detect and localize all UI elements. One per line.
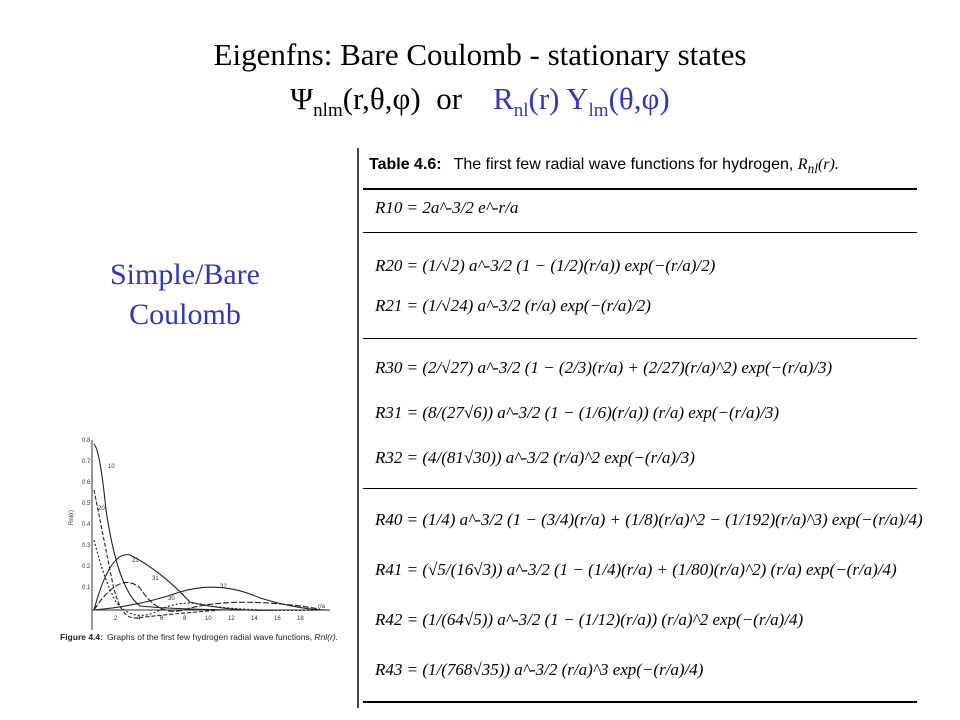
slide-title-line1: Eigenfns: Bare Coulomb - stationary states: [213, 37, 747, 72]
side-label-line1: Simple/Bare: [110, 258, 260, 291]
curve-label: 10: [108, 464, 115, 470]
curve-label: 30: [168, 596, 175, 602]
x-tick-label: 12: [228, 616, 235, 622]
separable-form: $R_{nl}(r)$ $Y_{lm}(\theta,\varphi)$: [493, 81, 670, 121]
equation-r43: R43 = (1/(768√35)) a^-3/2 (r/a)^3 exp(−(r/a)/4): [375, 660, 704, 679]
y-tick-label: 0.7: [82, 459, 91, 465]
figure-caption: [60, 632, 350, 642]
equation-r40: R40 = (1/4) a^-3/2 (1 − (3/4)(r/a) + (1/8)(r/a)^2 − (1/192)(r/a)^3) exp(−(r/a)/4): [375, 510, 923, 529]
psi-args: (r,θ,φ): [342, 81, 421, 116]
curve-r10: [94, 444, 260, 610]
curve-r31: [94, 582, 320, 611]
x-tick-label: 18: [297, 616, 304, 622]
x-tick-label: 10: [205, 616, 212, 622]
equation-r21: R21 = (1/√24) a^-3/2 (r/a) exp(−(r/a)/2): [375, 296, 651, 315]
curve-label: 31: [152, 576, 159, 582]
table-rule: [363, 338, 917, 339]
x-tick-label: 16: [274, 616, 281, 622]
table-heading-symbol: $R_{nl}(r)$.: [797, 156, 839, 177]
equation-r32: R32 = (4/(81√30)) a^-3/2 (r/a)^2 exp(−(r/a)/3): [375, 448, 695, 467]
psi-subscript: nlm: [313, 100, 343, 121]
equation-r20: R20 = (1/√2) a^-3/2 (1 − (1/2)(r/a)) exp(−(r/a)/2): [375, 256, 716, 275]
y-tick-label: 0.3: [82, 543, 91, 549]
curve-r30: [94, 540, 320, 615]
table-heading-text: The first few radial wave functions for hydrogen,: [453, 156, 794, 173]
y-tick-label: 0.2: [82, 564, 91, 570]
equation-r41: R41 = (√5/(16√3)) a^-3/2 (1 − (1/4)(r/a) + (1/80)(r/a)^2) (r/a) exp(−(r/a)/4): [375, 560, 897, 579]
equation-r30: R30 = (2/√27) a^-3/2 (1 − (2/3)(r/a) + (2/27)(r/a)^2) exp(−(r/a)/3): [375, 358, 833, 377]
equation-r42: R42 = (1/(64√5)) a^-3/2 (1 − (1/12)(r/a)) (r/a)^2 exp(−(r/a)/4): [375, 610, 804, 629]
psi-symbol: Ψ: [290, 81, 314, 116]
y-tick-label: 0.1: [82, 585, 91, 591]
figure-caption-text: Graphs of the first few hydrogen radial wave functions,: [106, 632, 313, 642]
table-rule: [363, 701, 917, 703]
radial-wavefunction-figure: [60, 420, 350, 660]
side-label: [60, 255, 310, 335]
x-axis-label: r/a: [318, 604, 326, 610]
x-tick-label: 6: [160, 616, 164, 622]
y-tick-label: 0.8: [82, 438, 91, 444]
table-rule: [363, 232, 917, 233]
table-heading: [369, 156, 839, 177]
equation-r10: R10 = 2a^-3/2 e^-r/a: [375, 198, 519, 217]
curve-label: 20: [98, 506, 105, 512]
table-rule: [363, 488, 917, 489]
y-axis-label: Rnl(r): [69, 510, 75, 525]
x-tick-label: 14: [251, 616, 258, 622]
x-tick-label: 4: [137, 616, 141, 622]
side-label-line2: Coulomb: [129, 298, 241, 331]
figure-caption-symbol: Rnl(r).: [314, 632, 339, 642]
slide-title-line2: [0, 80, 960, 130]
radial-functions-table: [345, 148, 945, 708]
or-text: or: [436, 81, 463, 116]
table-left-border: [357, 148, 359, 708]
table-heading-label: Table 4.6:: [369, 156, 442, 173]
equation-r31: R31 = (8/(27√6)) a^-3/2 (1 − (1/6)(r/a)) (r/a) exp(−(r/a)/3): [375, 403, 780, 422]
figure-caption-label: Figure 4.4:: [60, 632, 103, 642]
curve-label: 32: [220, 584, 227, 590]
curve-label: 21: [132, 558, 139, 564]
y-tick-label: 0.5: [82, 501, 91, 507]
x-tick-label: 2: [114, 616, 118, 622]
x-tick-label: 8: [183, 616, 187, 622]
table-rule: [363, 188, 917, 190]
y-tick-label: 0.4: [82, 522, 91, 528]
y-tick-label: 0.6: [82, 480, 91, 486]
